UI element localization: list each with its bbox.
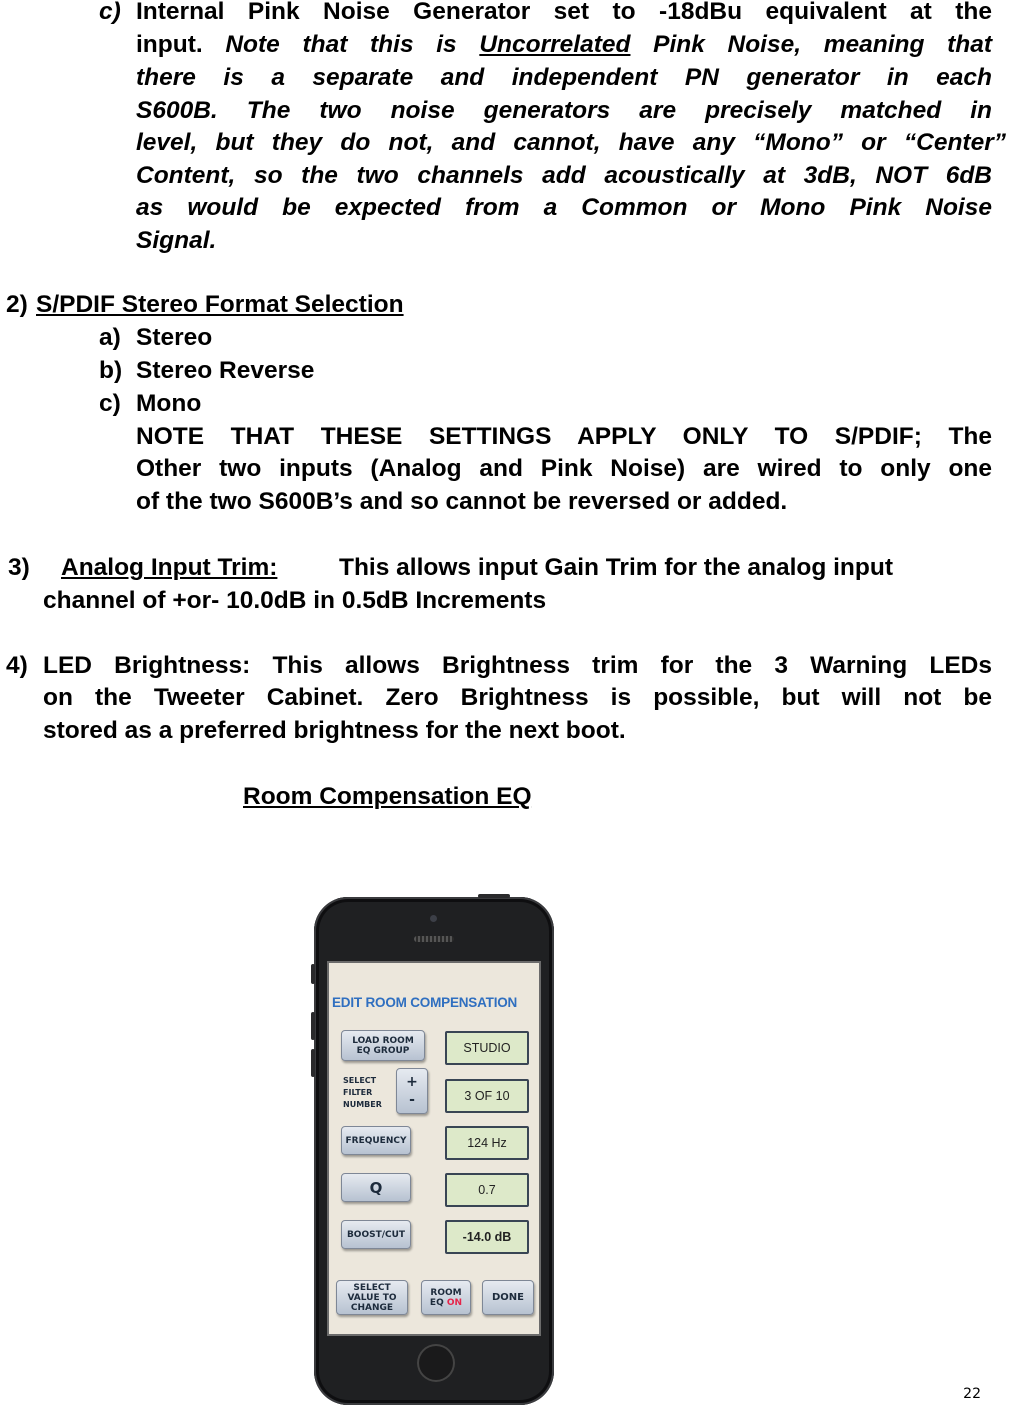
camera-icon [430,915,437,922]
section4-line1: LED Brightness: This allows Brightness trim for the 3 Warning LEDs [43,652,992,679]
frequency-button[interactable]: FREQUENCY [341,1126,411,1155]
room-eq-toggle-button[interactable] [421,1280,471,1315]
speaker-grille [414,936,454,942]
item-c-label: c) [99,0,121,25]
select-value-to-change-button[interactable]: SELECT VALUE TO CHANGE [336,1280,408,1315]
item-c-line6: Content, so the two channels add acoustically at 3dB, NOT 6dB [136,162,992,189]
item-c-line4: S600B. The two noise generators are precisely matched in [136,97,992,124]
item-c-line5: level, but they do not, and cannot, have any “Mono” or “Center” [136,129,1006,156]
section2-note-line3: of the two S600B’s and so cannot be reversed or added. [136,488,788,515]
option-b-text: Stereo Reverse [136,357,315,384]
section2-heading: S/PDIF Stereo Format Selection [36,291,404,318]
section2-note-line2: Other two inputs (Analog and Pink Noise) are wired to only one [136,455,992,482]
room-eq-state: ON [446,1297,463,1308]
section3-text-line2: channel of +or- 10.0dB in 0.5dB Increments [43,587,547,614]
minus-button[interactable]: - [409,1092,415,1108]
item-c-line8: Signal. [136,227,217,254]
section4-number: 4) [6,652,28,679]
eq-group-value: STUDIO [445,1031,529,1065]
phone-screen [327,961,541,1336]
room-eq-label: ROOM [430,1287,462,1298]
q-button[interactable]: Q [341,1173,411,1202]
item-c-line7: as would be expected from a Common or Mono Pink Noise [136,194,992,221]
done-button[interactable]: DONE [482,1280,534,1315]
section4-line3: stored as a preferred brightness for the next boot. [43,717,626,744]
filter-number-value: 3 OF 10 [445,1079,529,1113]
option-c-text: Mono [136,390,202,417]
option-c-label: c) [99,390,121,417]
item-c-line3: there is a separate and independent PN generator in each [136,64,992,91]
option-a-text: Stereo [136,324,213,351]
section4-line2: on the Tweeter Cabinet. Zero Brightness is possible, but will not be [43,684,992,711]
room-eq-state-line: EQ ON [429,1297,463,1308]
phone-mute-switch [311,964,315,984]
section2-number: 2) [6,291,28,318]
plus-button[interactable]: + [406,1074,418,1090]
screen-title: EDIT ROOM COMPENSATION [332,995,518,1010]
section2-note-line1: NOTE THAT THESE SETTINGS APPLY ONLY TO S/PDIF; The [136,423,992,450]
load-room-eq-group-button[interactable]: LOAD ROOM EQ GROUP [341,1030,425,1061]
section3-text-line1: This allows input Gain Trim for the analog input [339,554,893,581]
section3-number: 3) [8,554,30,581]
boost-cut-button[interactable]: BOOST/CUT [341,1220,411,1249]
page-number: 22 [963,1386,981,1402]
room-compensation-heading: Room Compensation EQ [243,783,532,810]
section3-heading: Analog Input Trim: [61,554,278,581]
phone-power-button [478,894,510,898]
select-filter-number-label: SELECT FILTER NUMBER [343,1076,382,1109]
phone-volume-down [311,1049,315,1077]
item-c-line2: input. Note that this is Uncorrelated Pink Noise, meaning that [136,31,993,58]
frequency-value: 124 Hz [445,1126,529,1160]
phone-illustration [314,897,554,1405]
home-button [417,1344,455,1382]
boost-cut-value: -14.0 dB [445,1220,529,1254]
option-a-label: a) [99,324,121,351]
q-value: 0.7 [445,1173,529,1207]
phone-volume-up [311,1012,315,1040]
filter-stepper[interactable] [396,1068,428,1114]
option-b-label: b) [99,357,123,384]
item-c-line1: Internal Pink Noise Generator set to -18dBu equivalent at the [136,0,992,25]
